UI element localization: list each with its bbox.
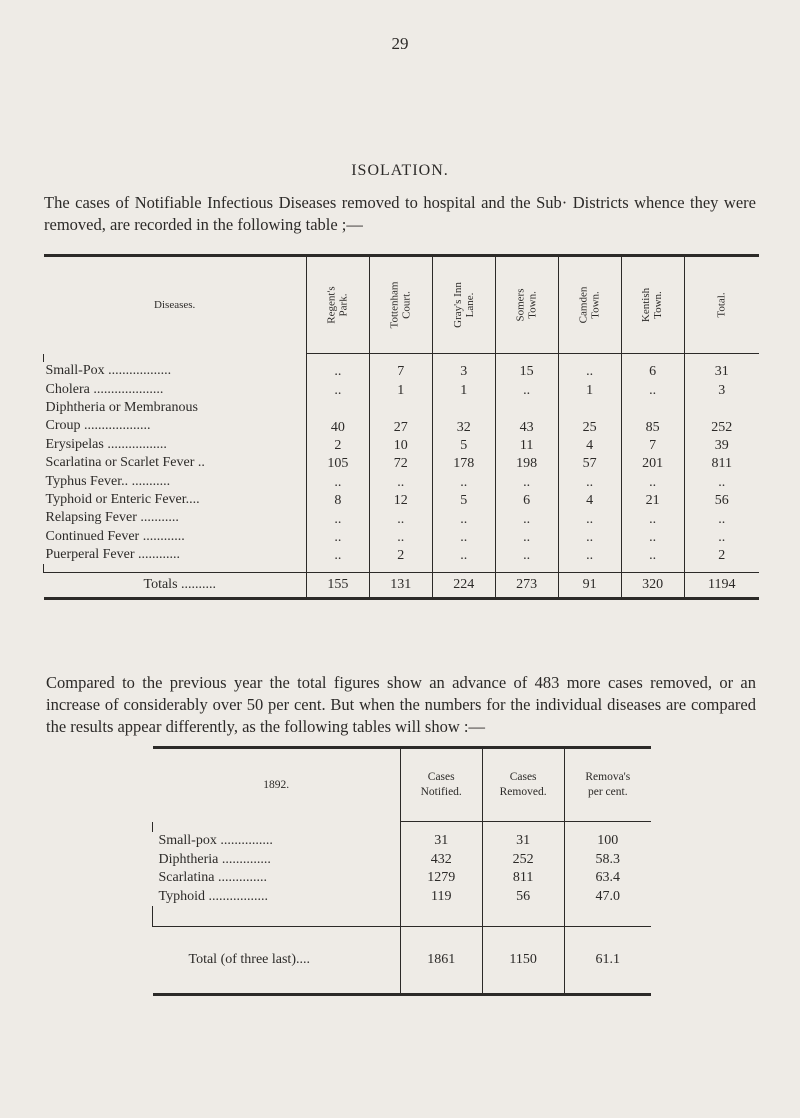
header-label: Cases Removed. [499,771,547,798]
table-row [44,362,760,380]
table-row [44,491,760,509]
table-cell: 3 [684,380,759,398]
table-cell: .. [558,472,621,490]
table-cell: 1 [369,380,432,398]
table-cell: 3 [432,362,495,380]
table-cell: 7 [369,362,432,380]
table-cell: 178 [432,454,495,472]
table-cell: 8 [306,491,369,509]
rule-cell [621,354,684,363]
totals-cell: 61.1 [564,927,651,995]
table-cell: 6 [495,491,558,509]
header-district [495,256,558,354]
rule-cell [153,822,401,833]
table-cell: .. [621,546,684,564]
header-column [482,748,564,822]
row-label: Scarlatina .............. [158,870,267,886]
header-label: Diseases. [154,299,196,312]
table-cell: .. [306,528,369,546]
table-cell: 432 [400,851,482,870]
spacer-cell [621,564,684,573]
table-cell: .. [432,509,495,527]
table-cell: .. [369,528,432,546]
table-cell: 7 [621,436,684,454]
table-cell: .. [684,528,759,546]
table-row [153,832,652,851]
row-label: Croup ................... [45,418,151,434]
spacer-cell [482,906,564,927]
totals-cell: 1861 [400,927,482,995]
totals-cell: 273 [495,573,558,599]
table-header-row [44,256,760,354]
table-cell: 105 [306,454,369,472]
table-cell: 1 [432,380,495,398]
table-cell: .. [684,509,759,527]
table-cell: 4 [558,436,621,454]
table-cell: .. [621,528,684,546]
comparison-paragraph: Compared to the previous year the total figures show an advance of 483 more cases removed, or an increase of considerably over 50 per cent. But when the numbers for the individual diseases are compared the results appear differently, as the following tables will show :— [46,673,756,736]
intro-paragraph: The cases of Notifiable Infectious Diseases removed to hospital and the Sub· Districts whence they were removed, are recorded in the following table ;— [44,193,756,234]
header-district [558,256,621,354]
table-cell: 43 [495,417,558,435]
table-cell: .. [684,472,759,490]
table-cell: 201 [621,454,684,472]
spacer-cell [495,564,558,573]
table-cell: 32 [432,417,495,435]
table-cell: .. [495,509,558,527]
table-cell: 56 [684,491,759,509]
row-label: Puerperal Fever ............ [45,547,181,563]
header-year [153,748,401,822]
totals-row [44,573,760,599]
table-cell: 1279 [400,869,482,888]
table-cell: 58.3 [564,851,651,870]
row-label: Continued Fever ............ [45,528,185,544]
table-cell [621,399,684,417]
totals-row [153,927,652,995]
row-label: Scarlatina or Scarlet Fever .. [45,455,205,471]
table-cell: 2 [369,546,432,564]
table-row [44,472,760,490]
totals-cell: 131 [369,573,432,599]
table-cell: 198 [495,454,558,472]
table-cell: 1 [558,380,621,398]
header-label: Somers Town. [514,288,539,322]
totals-cell: 1150 [482,927,564,995]
rule-row [44,354,760,363]
table-cell: .. [621,472,684,490]
table-cell: .. [558,509,621,527]
header-label: Tottenham Court. [388,281,413,329]
totals-cell: 91 [558,573,621,599]
table-cell: .. [306,362,369,380]
table-cell: 811 [684,454,759,472]
rule-cell [44,354,307,363]
table-cell: 31 [400,832,482,851]
table-cell: 11 [495,436,558,454]
header-label: Cases Notified. [420,771,462,798]
table-cell: .. [306,472,369,490]
table-row [44,399,760,417]
table-row [44,546,760,564]
table-cell [369,399,432,417]
row-label: Typhoid ................. [158,888,268,904]
table-row [44,436,760,454]
header-label: Regent's Park. [325,286,350,324]
spacer-row [44,564,760,573]
table-row [44,417,760,435]
table-cell: 4 [558,491,621,509]
header-district [684,256,759,354]
comparison-table [152,746,651,996]
table-cell: 21 [621,491,684,509]
table-cell: 85 [621,417,684,435]
table-cell: .. [495,380,558,398]
table-cell: 27 [369,417,432,435]
spacer-cell [564,906,651,927]
table-row [44,380,760,398]
rule-cell [564,822,651,833]
rule-row [153,822,652,833]
table-cell: .. [558,546,621,564]
table-cell: 5 [432,491,495,509]
rule-cell [482,822,564,833]
row-label: Diphtheria or Membranous [45,399,198,415]
table-cell: 25 [558,417,621,435]
table-cell: 31 [482,832,564,851]
header-district [432,256,495,354]
row-label: Diphtheria .............. [158,851,271,867]
totals-cell: 320 [621,573,684,599]
table-cell: .. [621,509,684,527]
row-label: Erysipelas ................. [45,436,167,452]
table-cell: 47.0 [564,888,651,907]
table-cell [432,399,495,417]
table-header-row [153,748,652,822]
rule-cell [306,354,369,363]
table-row [153,888,652,907]
table-cell: 15 [495,362,558,380]
row-label: Small-Pox .................. [45,363,172,379]
page-number: 29 [391,34,409,53]
spacer-cell [558,564,621,573]
table-cell: .. [495,528,558,546]
table-cell: .. [558,528,621,546]
table-cell: 252 [684,417,759,435]
spacer-row [153,906,652,927]
header-label: Camden Town. [577,286,602,324]
header-label: Remova's per cent. [585,771,631,798]
isolation-table [43,254,759,600]
row-label: Typhus Fever.. ........... [45,473,171,489]
spacer-cell [153,906,401,927]
table-cell: .. [432,472,495,490]
table-row [44,509,760,527]
spacer-cell [684,564,759,573]
table-cell: 57 [558,454,621,472]
table-cell: .. [432,528,495,546]
rule-cell [684,354,759,363]
table-cell: 100 [564,832,651,851]
table-cell: 12 [369,491,432,509]
table-cell [558,399,621,417]
table-cell: 63.4 [564,869,651,888]
totals-cell: 224 [432,573,495,599]
table-row [44,454,760,472]
table-cell: .. [558,362,621,380]
table-cell: .. [369,509,432,527]
row-label: Typhoid or Enteric Fever.... [45,491,200,507]
table-cell: 56 [482,888,564,907]
rule-cell [495,354,558,363]
table-cell: 39 [684,436,759,454]
table-cell: .. [306,380,369,398]
table-cell: .. [306,546,369,564]
totals-cell: 155 [306,573,369,599]
table-cell [684,399,759,417]
table-cell [306,399,369,417]
table-cell: 6 [621,362,684,380]
table-cell: 31 [684,362,759,380]
rule-cell [400,822,482,833]
header-label: 1892. [263,778,290,791]
table-cell: 40 [306,417,369,435]
row-label: Cholera .................... [45,381,164,397]
table-cell: .. [306,509,369,527]
table-cell: 2 [306,436,369,454]
table-row [153,869,652,888]
table-cell: 5 [432,436,495,454]
table-cell: .. [495,546,558,564]
header-column [564,748,651,822]
totals-label: Total (of three last).... [153,927,401,995]
totals-label: Totals .......... [44,573,307,599]
table-cell: .. [621,380,684,398]
table-row [44,528,760,546]
header-label: Gray's Inn Lane. [451,282,476,328]
rule-cell [558,354,621,363]
spacer-cell [44,564,307,573]
rule-cell [432,354,495,363]
table-cell: 2 [684,546,759,564]
table-cell: .. [495,472,558,490]
spacer-cell [400,906,482,927]
header-label: Kentish Town. [640,287,665,323]
header-district [306,256,369,354]
table-cell: .. [432,546,495,564]
spacer-cell [369,564,432,573]
table-cell: 72 [369,454,432,472]
spacer-cell [306,564,369,573]
header-diseases [44,256,307,354]
header-district [369,256,432,354]
header-column [400,748,482,822]
table-cell: 252 [482,851,564,870]
header-district [621,256,684,354]
spacer-cell [432,564,495,573]
table-cell: 119 [400,888,482,907]
section-heading: ISOLATION. [351,162,449,179]
header-label: Total. [715,292,728,318]
table-row [153,851,652,870]
row-label: Small-pox ............... [158,833,273,849]
row-label: Relapsing Fever ........... [45,510,179,526]
table-cell [495,399,558,417]
totals-cell: 1194 [684,573,759,599]
table-cell: 811 [482,869,564,888]
table-cell: 10 [369,436,432,454]
rule-cell [369,354,432,363]
table-cell: .. [369,472,432,490]
